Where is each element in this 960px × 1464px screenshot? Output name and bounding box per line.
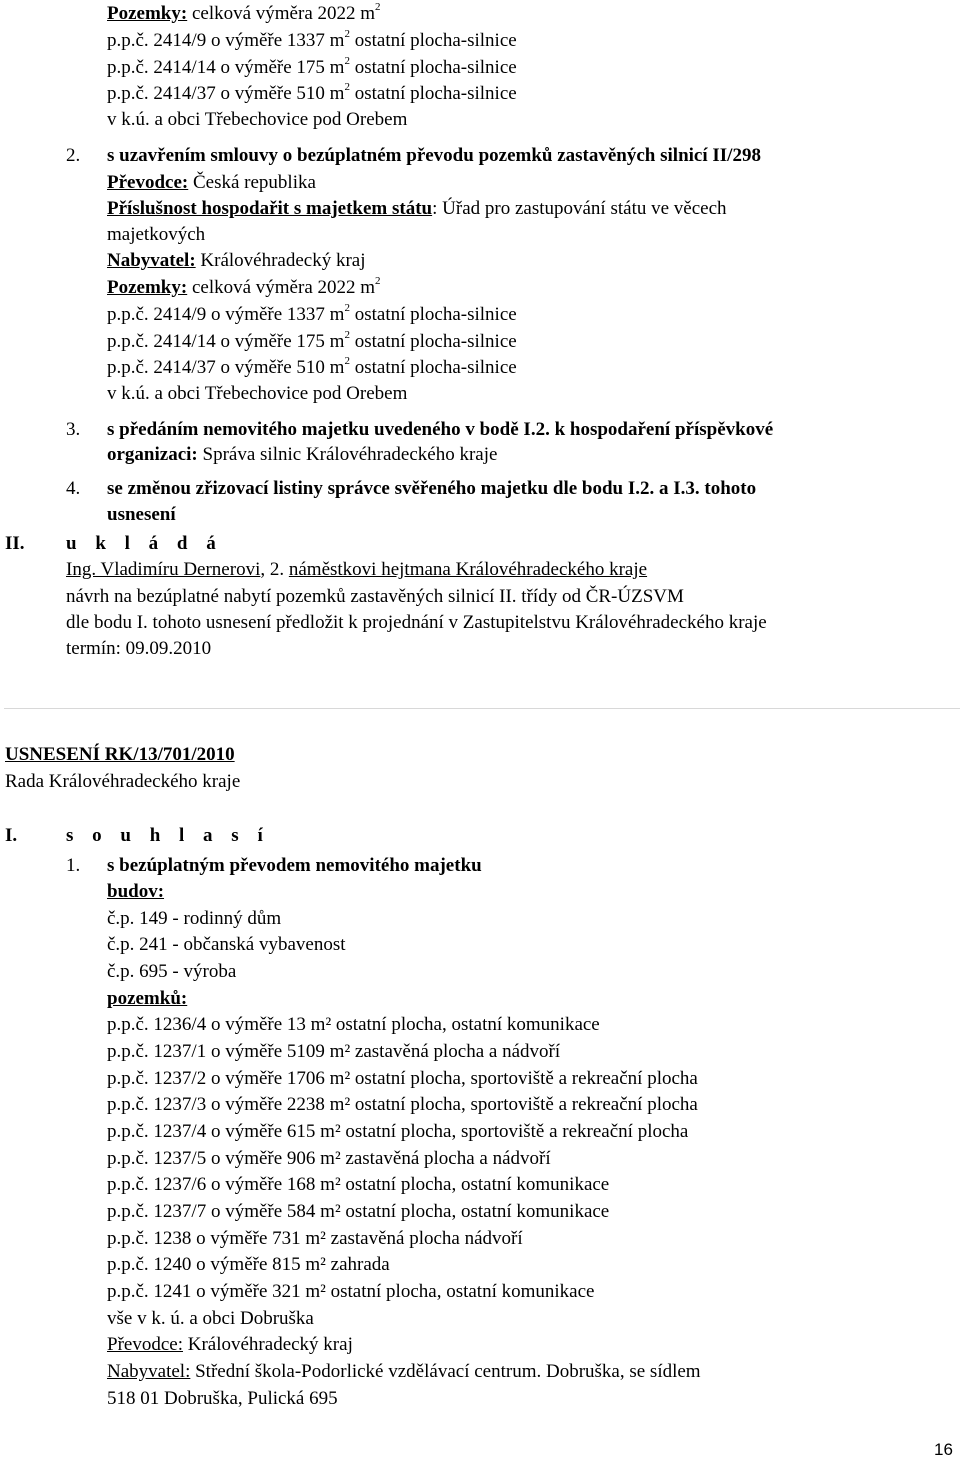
parcel-line [107, 354, 517, 379]
parcel-item: p.p.č. 1237/1 o výměře 5109 m² zastavěná plocha a nádvoří [107, 1041, 561, 1062]
superscript: 2 [344, 54, 350, 67]
prevodce-value: Královéhradecký kraj [182, 1334, 353, 1355]
organizace-value: Správa silnic Královéhradeckého kraje [197, 444, 498, 465]
section-verb: u k l á d á [66, 533, 223, 554]
parcel-text: p.p.č. 2414/37 o výměře 510 m [107, 83, 345, 104]
parcel-line [107, 27, 517, 52]
assignee-line [66, 559, 647, 581]
parcel-item: p.p.č. 1241 o výměře 321 m² ostatní plocha, ostatní komunikace [107, 1281, 595, 1302]
prevodce-label: Převodce: [107, 172, 189, 193]
parcel-item: p.p.č. 1237/4 o výměře 615 m² ostatní plocha, sportoviště a rekreační plocha [107, 1121, 689, 1142]
superscript: 2 [344, 27, 350, 40]
parcel-use: ostatní plocha-silnice [349, 357, 517, 378]
item-title: s bezúplatným převodem nemovitého majetku [107, 855, 482, 876]
item-number: 1. [66, 855, 81, 876]
parcel-line [107, 301, 517, 326]
prislusnost-value: : Úřad pro zastupování státu ve věcech [432, 198, 727, 219]
pozemky-label: Pozemky: [107, 3, 188, 24]
superscript: 2 [344, 80, 350, 93]
section-verb: s o u h l a s í [66, 825, 270, 846]
separator-line [4, 708, 960, 709]
nabyvatel-value: Královéhradecký kraj [195, 250, 366, 271]
parcel-text: p.p.č. 2414/14 o výměře 175 m [107, 331, 345, 352]
resolution-body: Rada Královéhradeckého kraje [5, 771, 241, 792]
parcel-item: p.p.č. 1237/6 o výměře 168 m² ostatní plocha, ostatní komunikace [107, 1174, 610, 1195]
item-title: se změnou zřizovací listiny správce svěřeného majetku dle bodu I.2. a I.3. tohoto [107, 478, 757, 499]
parcel-use: ostatní plocha-silnice [349, 304, 517, 325]
prevodce-line [107, 1334, 353, 1356]
resolution-title: USNESENÍ RK/13/701/2010 [5, 744, 235, 765]
parcel-use: ostatní plocha-silnice [349, 331, 517, 352]
item-title: s předáním nemovitého majetku uvedeného v bodě I.2. k hospodaření příspěvkové [107, 419, 774, 440]
prevodce-line [107, 172, 316, 194]
organizace-line [107, 444, 497, 466]
parcel-text: p.p.č. 2414/9 o výměře 1337 m [107, 30, 345, 51]
pozemky-total: celková výměra 2022 m [187, 277, 376, 298]
location-line: vše v k. ú. a obci Dobruška [107, 1308, 314, 1329]
parcel-item: p.p.č. 1237/7 o výměře 584 m² ostatní plocha, ostatní komunikace [107, 1201, 610, 1222]
parcel-item: p.p.č. 1238 o výměře 731 m² zastavěná plocha nádvoří [107, 1228, 523, 1249]
assignee-name: Ing. Vladimíru Dernerovi [66, 559, 261, 580]
deadline: termín: 09.09.2010 [66, 638, 212, 659]
parcel-text: p.p.č. 2414/37 o výměře 510 m [107, 357, 345, 378]
building-item: č.p. 695 - výroba [107, 961, 237, 982]
parcel-text: p.p.č. 2414/9 o výměře 1337 m [107, 304, 345, 325]
prislusnost-label: Příslušnost hospodařit s majetkem státu [107, 198, 433, 219]
parcel-item: p.p.č. 1236/4 o výměře 13 m² ostatní plocha, ostatní komunikace [107, 1014, 600, 1035]
superscript: 2 [375, 274, 381, 287]
building-item: č.p. 149 - rodinný dům [107, 908, 282, 929]
pozemky-total: celková výměra 2022 m [187, 3, 376, 24]
prislusnost-continuation: majetkových [107, 224, 206, 245]
nabyvatel-value: Střední škola-Podorlické vzdělávací centrum. Dobruška, se sídlem [190, 1361, 701, 1382]
assignee-role: náměstkovi hejtmana Královéhradeckého kraje [288, 559, 648, 580]
parcel-line [107, 54, 517, 79]
nabyvatel-line [107, 250, 366, 272]
superscript: 2 [344, 354, 350, 367]
item-title-continuation: usnesení [107, 504, 176, 525]
parcel-item: p.p.č. 1237/2 o výměře 1706 m² ostatní plocha, sportoviště a rekreační plocha [107, 1068, 698, 1089]
parcel-item: p.p.č. 1240 o výměře 815 m² zahrada [107, 1254, 390, 1275]
superscript: 2 [375, 0, 381, 13]
pozemky-label: Pozemky: [107, 277, 188, 298]
location-line: v k.ú. a obci Třebechovice pod Orebem [107, 109, 408, 130]
parcel-use: ostatní plocha-silnice [349, 83, 517, 104]
nabyvatel-line [107, 1361, 701, 1383]
parcel-use: ostatní plocha-silnice [349, 57, 517, 78]
task-text: dle bodu I. tohoto usnesení předložit k projednání v Zastupitelstvu Královéhradeckého kraje [66, 612, 767, 633]
item-number: 2. [66, 145, 81, 166]
parcel-line [107, 328, 517, 353]
parcel-line [107, 80, 517, 105]
superscript: 2 [344, 328, 350, 341]
page-number: 16 [934, 1440, 953, 1459]
section-roman: I. [5, 825, 18, 846]
location-line: v k.ú. a obci Třebechovice pod Orebem [107, 383, 408, 404]
block1-pozemky-line [107, 0, 381, 25]
pozemku-label: pozemků: [107, 988, 188, 1009]
section-roman: II. [5, 533, 25, 554]
nabyvatel-label: Nabyvatel: [107, 250, 196, 271]
item-number: 4. [66, 478, 81, 499]
assignee-separator: , 2. [260, 559, 289, 580]
parcel-use: ostatní plocha-silnice [349, 30, 517, 51]
building-item: č.p. 241 - občanská vybavenost [107, 934, 346, 955]
superscript: 2 [344, 301, 350, 314]
item-number: 3. [66, 419, 81, 440]
pozemky-line [107, 274, 381, 299]
address-line: 518 01 Dobruška, Pulická 695 [107, 1388, 338, 1409]
organizace-label: organizaci: [107, 444, 198, 465]
nabyvatel-label: Nabyvatel: [107, 1361, 191, 1382]
item-title: s uzavřením smlouvy o bezúplatném převodu pozemků zastavěných silnicí II/298 [107, 145, 761, 166]
prevodce-value: Česká republika [188, 172, 316, 193]
prevodce-label: Převodce: [107, 1334, 183, 1355]
budovy-label: budov: [107, 881, 165, 902]
parcel-text: p.p.č. 2414/14 o výměře 175 m [107, 57, 345, 78]
parcel-item: p.p.č. 1237/5 o výměře 906 m² zastavěná plocha a nádvoří [107, 1148, 551, 1169]
task-text: návrh na bezúplatné nabytí pozemků zastavěných silnicí II. třídy od ČR-ÚZSVM [66, 586, 684, 607]
parcel-item: p.p.č. 1237/3 o výměře 2238 m² ostatní plocha, sportoviště a rekreační plocha [107, 1094, 698, 1115]
prislusnost-line [107, 198, 727, 220]
